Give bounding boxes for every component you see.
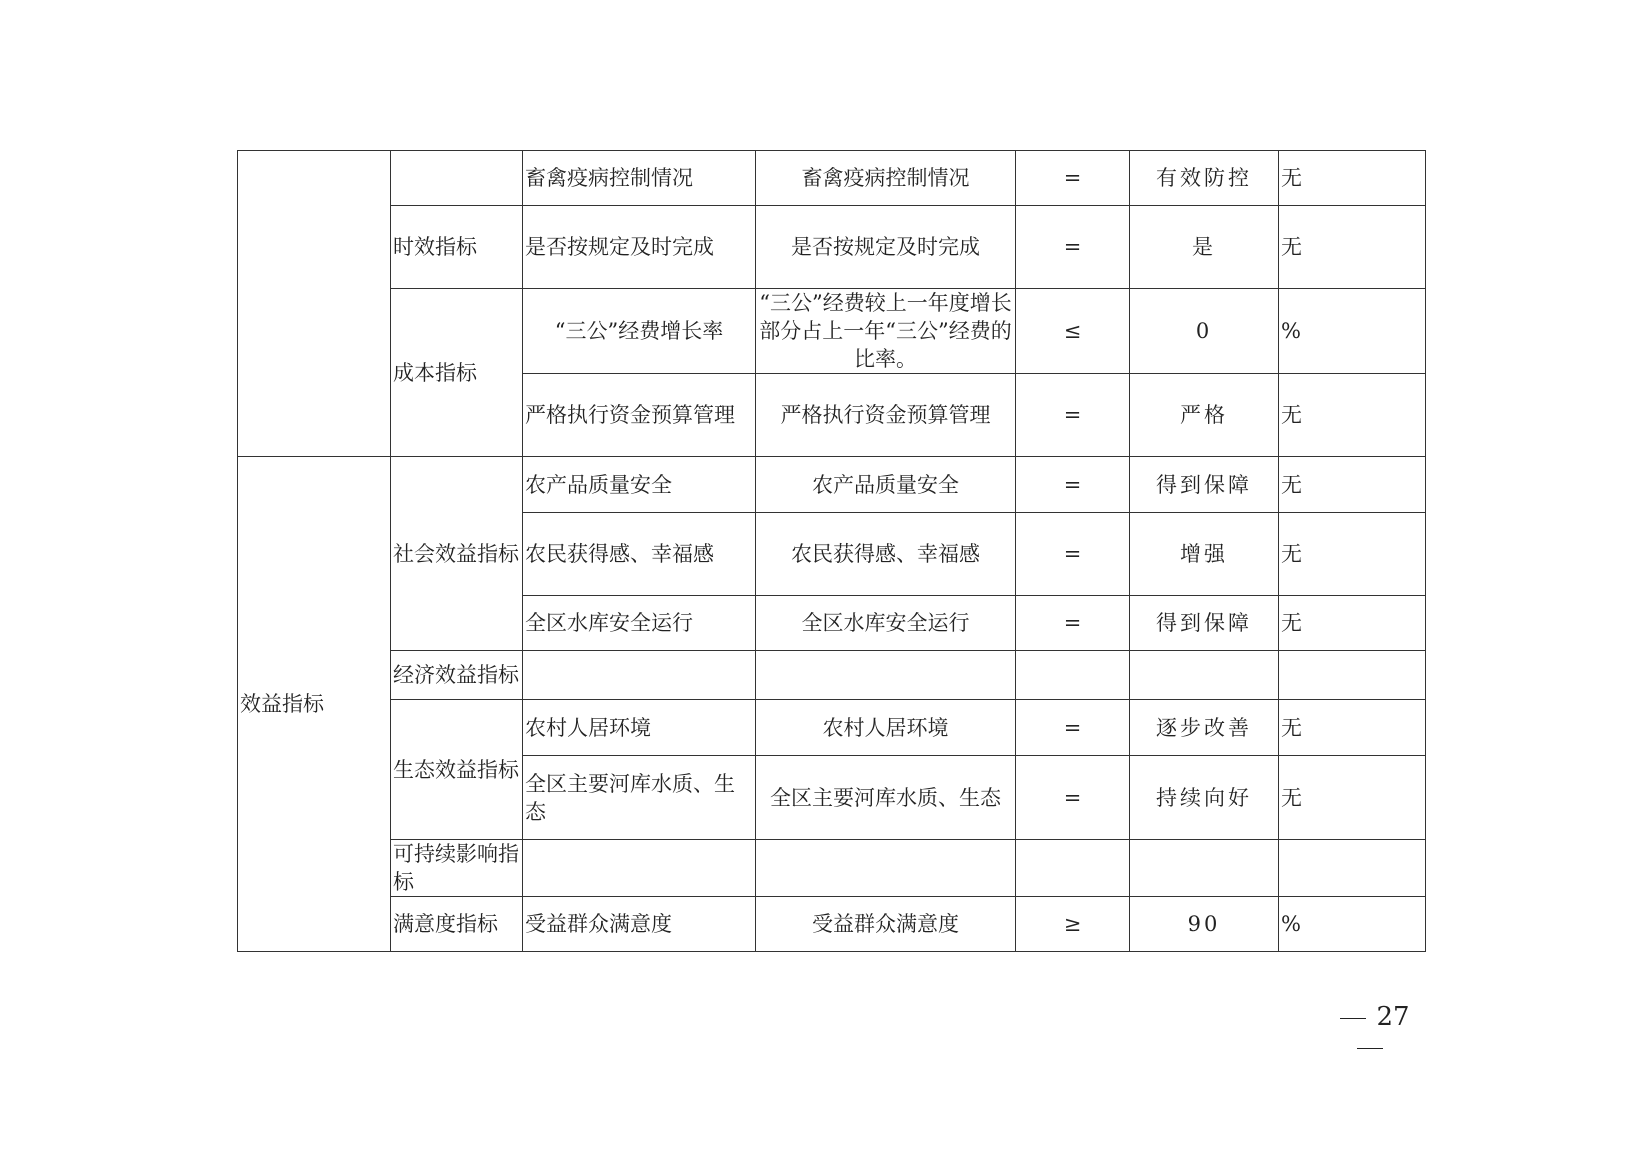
- indicator-unit: 无: [1279, 457, 1426, 513]
- level2-timeliness: 时效指标: [391, 206, 523, 289]
- indicator-description: 是否按规定及时完成: [756, 206, 1016, 289]
- page-number-text: 27: [1376, 1002, 1410, 1032]
- empty-cell: [1130, 651, 1279, 700]
- indicator-target-value: 是: [1130, 206, 1279, 289]
- indicator-description: 畜禽疫病控制情况: [756, 151, 1016, 206]
- empty-cell: [1016, 840, 1130, 897]
- empty-cell: [756, 840, 1016, 897]
- indicator-description: 严格执行资金预算管理: [756, 374, 1016, 457]
- table-row: [238, 206, 1426, 289]
- table-row: [238, 700, 1426, 756]
- level2-social: 社会效益指标: [391, 457, 523, 651]
- indicator-name: 农民获得感、幸福感: [523, 513, 756, 596]
- indicator-target-value: 持续向好: [1130, 756, 1279, 840]
- level2-cost: 成本指标: [391, 289, 523, 457]
- table-row: [238, 840, 1426, 897]
- indicator-target-value: 得到保障: [1130, 596, 1279, 651]
- indicator-operator: =: [1016, 756, 1130, 840]
- indicator-target-value: 得到保障: [1130, 457, 1279, 513]
- indicator-name: 全区主要河库水质、生态: [523, 756, 756, 840]
- level2-sustainable: 可持续影响指标: [391, 840, 523, 897]
- indicator-unit: 无: [1279, 374, 1426, 457]
- indicator-name: 农村人居环境: [523, 700, 756, 756]
- indicator-name: 畜禽疫病控制情况: [523, 151, 756, 206]
- indicator-unit: %: [1279, 289, 1426, 374]
- indicator-description: 农村人居环境: [756, 700, 1016, 756]
- empty-cell: [523, 651, 756, 700]
- level2-economic: 经济效益指标: [391, 651, 523, 700]
- indicator-operator: =: [1016, 457, 1130, 513]
- indicator-name: 严格执行资金预算管理: [523, 374, 756, 457]
- empty-cell: [1130, 840, 1279, 897]
- indicator-operator: =: [1016, 151, 1130, 206]
- indicator-operator: =: [1016, 513, 1130, 596]
- indicator-description: “三公”经费较上一年度增长部分占上一年“三公”经费的比率。: [756, 289, 1016, 374]
- indicator-target-value: 90: [1130, 897, 1279, 952]
- indicator-operator: =: [1016, 374, 1130, 457]
- dash-left: [1340, 1018, 1366, 1019]
- indicator-target-value: 0: [1130, 289, 1279, 374]
- empty-cell: [1016, 651, 1130, 700]
- level2-satisfaction: 满意度指标: [391, 897, 523, 952]
- indicator-target-value: 严格: [1130, 374, 1279, 457]
- indicator-unit: 无: [1279, 700, 1426, 756]
- empty-cell: [756, 651, 1016, 700]
- indicator-description: 农产品质量安全: [756, 457, 1016, 513]
- indicator-unit: 无: [1279, 596, 1426, 651]
- indicator-target-value: 增强: [1130, 513, 1279, 596]
- indicator-description: 农民获得感、幸福感: [756, 513, 1016, 596]
- table-row: [238, 151, 1426, 206]
- table-row: [238, 897, 1426, 952]
- indicator-unit: 无: [1279, 513, 1426, 596]
- indicator-name: 农产品质量安全: [523, 457, 756, 513]
- level2-ecological: 生态效益指标: [391, 700, 523, 840]
- level1-cell-empty: [238, 151, 391, 457]
- dash-right: [1357, 1048, 1383, 1049]
- indicator-operator: ≤: [1016, 289, 1130, 374]
- indicator-operator: =: [1016, 206, 1130, 289]
- performance-indicator-table: [237, 150, 1426, 952]
- page-number: [1310, 1002, 1430, 1062]
- indicator-name: 是否按规定及时完成: [523, 206, 756, 289]
- level1-benefit: 效益指标: [238, 457, 391, 952]
- table-row: [238, 289, 1426, 374]
- empty-cell: [1279, 840, 1426, 897]
- indicator-name: “三公”经费增长率: [523, 289, 756, 374]
- table-row: [238, 457, 1426, 513]
- indicator-unit: 无: [1279, 756, 1426, 840]
- indicator-operator: ≥: [1016, 897, 1130, 952]
- indicator-unit: 无: [1279, 151, 1426, 206]
- table-row: [238, 651, 1426, 700]
- level2-cell-empty: [391, 151, 523, 206]
- indicator-target-value: 逐步改善: [1130, 700, 1279, 756]
- indicator-operator: =: [1016, 700, 1130, 756]
- indicator-description: 受益群众满意度: [756, 897, 1016, 952]
- empty-cell: [1279, 651, 1426, 700]
- indicator-unit: %: [1279, 897, 1426, 952]
- indicator-unit: 无: [1279, 206, 1426, 289]
- indicator-operator: =: [1016, 596, 1130, 651]
- indicator-name: 全区水库安全运行: [523, 596, 756, 651]
- indicator-description: 全区水库安全运行: [756, 596, 1016, 651]
- indicator-description: 全区主要河库水质、生态: [756, 756, 1016, 840]
- indicator-name: 受益群众满意度: [523, 897, 756, 952]
- indicator-target-value: 有效防控: [1130, 151, 1279, 206]
- empty-cell: [523, 840, 756, 897]
